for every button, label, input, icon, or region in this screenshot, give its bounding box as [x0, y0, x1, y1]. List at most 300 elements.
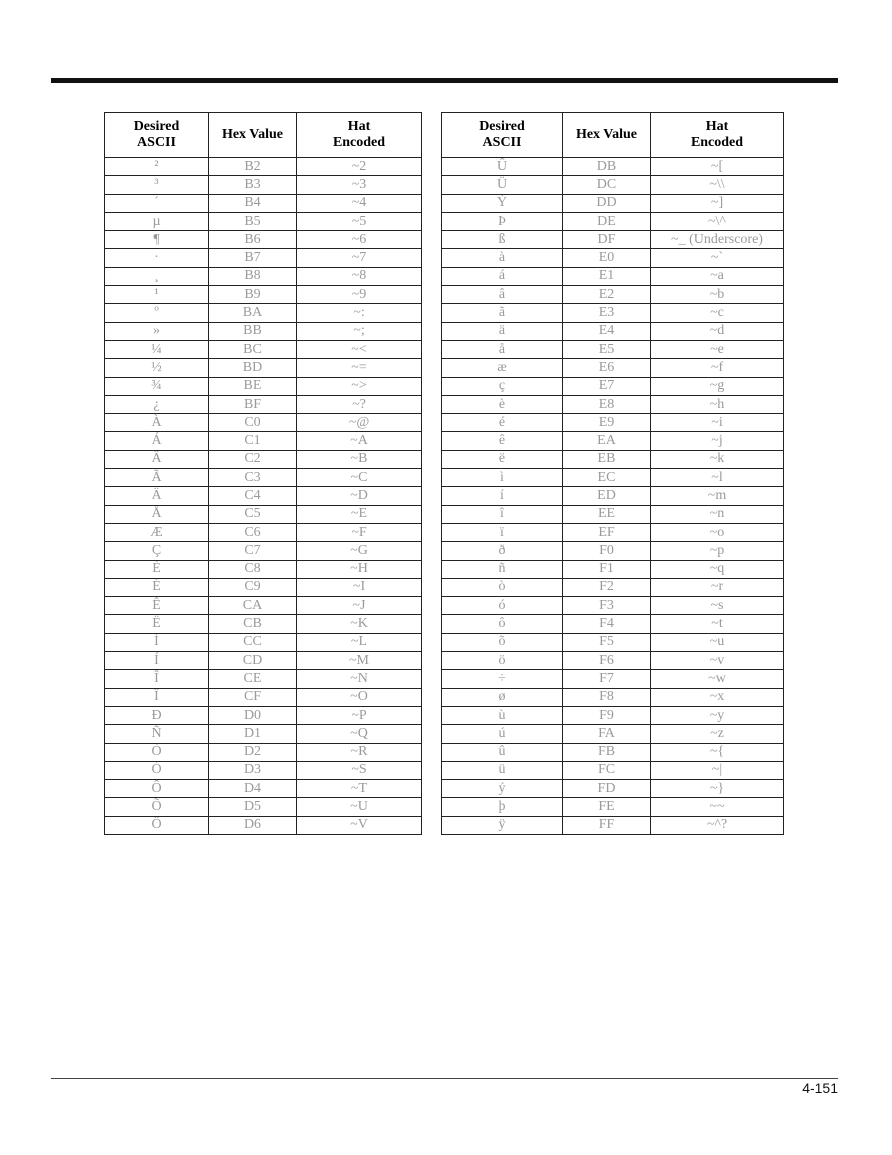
cell-hat-encoded: ~H: [297, 560, 422, 578]
header-hat-line2: Encoded: [332, 135, 386, 150]
table-row: [442, 798, 784, 816]
cell-hat-encoded: ~L: [297, 633, 422, 651]
cell-hat-encoded: ~@: [297, 414, 422, 432]
cell-hat-encoded: ~g: [651, 377, 784, 395]
table-row: [442, 523, 784, 541]
cell-hat-encoded: ~_ (Underscore): [651, 231, 784, 249]
header-hat-line1: Hat: [347, 119, 371, 134]
cell-hex-value: EC: [563, 469, 651, 487]
cell-desired-ascii: ²: [105, 158, 209, 176]
table-row: [442, 432, 784, 450]
cell-hex-value: BC: [209, 340, 297, 358]
table-row: [442, 267, 784, 285]
cell-hat-encoded: ~2: [297, 158, 422, 176]
table-row: [442, 286, 784, 304]
cell-desired-ascii: »: [105, 322, 209, 340]
cell-hex-value: FA: [563, 725, 651, 743]
table-row: [105, 395, 422, 413]
cell-hex-value: E0: [563, 249, 651, 267]
cell-desired-ascii: ñ: [442, 560, 563, 578]
table-row: [105, 542, 422, 560]
table-row: [442, 158, 784, 176]
cell-hat-encoded: ~C: [297, 469, 422, 487]
cell-hex-value: CF: [209, 688, 297, 706]
table-row: [105, 670, 422, 688]
cell-hat-encoded: ~`: [651, 249, 784, 267]
cell-desired-ascii: ö: [442, 652, 563, 670]
cell-desired-ascii: á: [442, 267, 563, 285]
cell-hex-value: CA: [209, 597, 297, 615]
footer-rule: [51, 1078, 838, 1079]
cell-hat-encoded: ~h: [651, 395, 784, 413]
table-row: [105, 176, 422, 194]
cell-hat-encoded: ~q: [651, 560, 784, 578]
cell-desired-ascii: Ì: [105, 633, 209, 651]
cell-hex-value: D0: [209, 706, 297, 724]
table-row: [105, 432, 422, 450]
cell-desired-ascii: Æ: [105, 523, 209, 541]
cell-hat-encoded: ~;: [297, 322, 422, 340]
table-row: [105, 505, 422, 523]
table-row: [442, 304, 784, 322]
header-desired-line1: Desired: [133, 119, 180, 134]
table-row: [442, 688, 784, 706]
cell-desired-ascii: æ: [442, 359, 563, 377]
hat-encoding-table-right: [441, 112, 784, 835]
cell-desired-ascii: Ñ: [105, 725, 209, 743]
cell-hex-value: E7: [563, 377, 651, 395]
table-row: [442, 743, 784, 761]
cell-hex-value: C0: [209, 414, 297, 432]
table-row: [442, 505, 784, 523]
cell-desired-ascii: ¹: [105, 286, 209, 304]
cell-desired-ascii: ³: [105, 176, 209, 194]
cell-desired-ascii: ã: [442, 304, 563, 322]
col-header-desired-ascii: [442, 113, 563, 158]
cell-desired-ascii: É: [105, 578, 209, 596]
cell-hat-encoded: ~6: [297, 231, 422, 249]
cell-hat-encoded: ~V: [297, 816, 422, 834]
table-row: [105, 304, 422, 322]
table-row: [105, 267, 422, 285]
table-row: [442, 597, 784, 615]
cell-hat-encoded: ~4: [297, 194, 422, 212]
table-row: [105, 615, 422, 633]
cell-hex-value: C8: [209, 560, 297, 578]
cell-hex-value: DD: [563, 194, 651, 212]
cell-hex-value: C2: [209, 450, 297, 468]
table-row: [442, 194, 784, 212]
cell-desired-ascii: ÷: [442, 670, 563, 688]
cell-hex-value: D6: [209, 816, 297, 834]
table-header-row: [442, 113, 784, 158]
cell-hat-encoded: ~E: [297, 505, 422, 523]
cell-desired-ascii: Ý: [442, 194, 563, 212]
cell-hat-encoded: ~j: [651, 432, 784, 450]
cell-desired-ascii: ó: [442, 597, 563, 615]
cell-hex-value: CD: [209, 652, 297, 670]
cell-hex-value: F0: [563, 542, 651, 560]
cell-hat-encoded: ~:: [297, 304, 422, 322]
table-row: [105, 761, 422, 779]
cell-desired-ascii: ¼: [105, 340, 209, 358]
cell-hat-encoded: ~3: [297, 176, 422, 194]
cell-desired-ascii: í: [442, 487, 563, 505]
table-row: [442, 670, 784, 688]
table-row: [442, 633, 784, 651]
cell-hat-encoded: ~|: [651, 761, 784, 779]
table-row: [442, 322, 784, 340]
table-row: [105, 231, 422, 249]
cell-desired-ascii: Í: [105, 652, 209, 670]
cell-hex-value: D2: [209, 743, 297, 761]
table-row: [105, 706, 422, 724]
cell-hex-value: C6: [209, 523, 297, 541]
cell-hex-value: DC: [563, 176, 651, 194]
cell-hex-value: C7: [209, 542, 297, 560]
table-row: [442, 761, 784, 779]
cell-hex-value: BE: [209, 377, 297, 395]
cell-hex-value: EF: [563, 523, 651, 541]
cell-desired-ascii: À: [105, 414, 209, 432]
table-row: [105, 249, 422, 267]
cell-hat-encoded: ~s: [651, 597, 784, 615]
cell-hex-value: EB: [563, 450, 651, 468]
cell-hex-value: F6: [563, 652, 651, 670]
cell-hex-value: E1: [563, 267, 651, 285]
cell-hex-value: F1: [563, 560, 651, 578]
cell-hex-value: C1: [209, 432, 297, 450]
table-row: [105, 377, 422, 395]
table-row: [442, 560, 784, 578]
table-row: [105, 414, 422, 432]
table-row: [105, 340, 422, 358]
cell-desired-ascii: ø: [442, 688, 563, 706]
table-row: [105, 158, 422, 176]
table-row: [105, 652, 422, 670]
page-number: 4-151: [802, 1080, 838, 1096]
cell-hex-value: F7: [563, 670, 651, 688]
cell-hex-value: FC: [563, 761, 651, 779]
table-row: [442, 542, 784, 560]
cell-hat-encoded: ~k: [651, 450, 784, 468]
cell-hex-value: B3: [209, 176, 297, 194]
header-desired-line2: ASCII: [482, 135, 522, 150]
cell-desired-ascii: Á: [105, 432, 209, 450]
cell-desired-ascii: ü: [442, 761, 563, 779]
table-row: [442, 249, 784, 267]
table-row: [105, 212, 422, 230]
hat-encoding-table-left: [104, 112, 422, 835]
cell-desired-ascii: ò: [442, 578, 563, 596]
cell-desired-ascii: ¶: [105, 231, 209, 249]
cell-hat-encoded: ~u: [651, 633, 784, 651]
cell-hex-value: EA: [563, 432, 651, 450]
cell-hex-value: F9: [563, 706, 651, 724]
table-row: [442, 359, 784, 377]
cell-hat-encoded: ~=: [297, 359, 422, 377]
cell-hat-encoded: ~>: [297, 377, 422, 395]
cell-hat-encoded: ~\\: [651, 176, 784, 194]
cell-hat-encoded: ~t: [651, 615, 784, 633]
cell-desired-ascii: Ð: [105, 706, 209, 724]
cell-hex-value: B4: [209, 194, 297, 212]
table-row: [105, 450, 422, 468]
cell-hat-encoded: ~i: [651, 414, 784, 432]
cell-desired-ascii: Û: [442, 158, 563, 176]
cell-hat-encoded: ~8: [297, 267, 422, 285]
table-row: [105, 633, 422, 651]
cell-hex-value: DF: [563, 231, 651, 249]
cell-desired-ascii: ¾: [105, 377, 209, 395]
cell-hat-encoded: ~a: [651, 267, 784, 285]
cell-desired-ascii: Ê: [105, 597, 209, 615]
cell-hat-encoded: ~F: [297, 523, 422, 541]
cell-desired-ascii: â: [442, 286, 563, 304]
cell-desired-ascii: ¸: [105, 267, 209, 285]
cell-hat-encoded: ~T: [297, 780, 422, 798]
cell-hat-encoded: ~D: [297, 487, 422, 505]
cell-hex-value: FE: [563, 798, 651, 816]
cell-hat-encoded: ~}: [651, 780, 784, 798]
cell-desired-ascii: ç: [442, 377, 563, 395]
cell-hex-value: B5: [209, 212, 297, 230]
table-row: [105, 359, 422, 377]
cell-hex-value: DE: [563, 212, 651, 230]
cell-desired-ascii: Õ: [105, 798, 209, 816]
cell-hat-encoded: ~b: [651, 286, 784, 304]
cell-hat-encoded: ~M: [297, 652, 422, 670]
cell-hat-encoded: ~\^: [651, 212, 784, 230]
cell-hat-encoded: ~r: [651, 578, 784, 596]
cell-desired-ascii: Ü: [442, 176, 563, 194]
table-row: [105, 560, 422, 578]
table-row: [442, 176, 784, 194]
cell-hex-value: DB: [563, 158, 651, 176]
cell-hex-value: C5: [209, 505, 297, 523]
table-row: [105, 469, 422, 487]
cell-hex-value: CB: [209, 615, 297, 633]
table-row: [105, 780, 422, 798]
cell-hex-value: E9: [563, 414, 651, 432]
cell-hat-encoded: ~l: [651, 469, 784, 487]
cell-hex-value: BA: [209, 304, 297, 322]
table-row: [442, 578, 784, 596]
cell-desired-ascii: Ç: [105, 542, 209, 560]
cell-desired-ascii: ê: [442, 432, 563, 450]
header-rule: [51, 78, 838, 83]
cell-hat-encoded: ~A: [297, 432, 422, 450]
cell-hex-value: C9: [209, 578, 297, 596]
cell-desired-ascii: Ä: [105, 487, 209, 505]
cell-desired-ascii: ë: [442, 450, 563, 468]
cell-desired-ascii: ô: [442, 615, 563, 633]
cell-hat-encoded: ~e: [651, 340, 784, 358]
cell-desired-ascii: þ: [442, 798, 563, 816]
table-row: [442, 615, 784, 633]
cell-desired-ascii: ý: [442, 780, 563, 798]
cell-hex-value: C4: [209, 487, 297, 505]
cell-hat-encoded: ~N: [297, 670, 422, 688]
cell-hex-value: D4: [209, 780, 297, 798]
cell-hex-value: CE: [209, 670, 297, 688]
cell-hat-encoded: ~{: [651, 743, 784, 761]
cell-desired-ascii: ä: [442, 322, 563, 340]
table-row: [105, 743, 422, 761]
cell-desired-ascii: È: [105, 560, 209, 578]
cell-desired-ascii: ¿: [105, 395, 209, 413]
cell-hat-encoded: ~S: [297, 761, 422, 779]
table-body-left: [105, 158, 422, 835]
cell-desired-ascii: Ó: [105, 761, 209, 779]
cell-hat-encoded: ~?: [297, 395, 422, 413]
cell-desired-ascii: ß: [442, 231, 563, 249]
cell-hat-encoded: ~c: [651, 304, 784, 322]
cell-desired-ascii: Þ: [442, 212, 563, 230]
table-row: [442, 450, 784, 468]
cell-hex-value: B7: [209, 249, 297, 267]
cell-hat-encoded: ~J: [297, 597, 422, 615]
cell-hex-value: E8: [563, 395, 651, 413]
cell-hat-encoded: ~5: [297, 212, 422, 230]
table-row: [442, 340, 784, 358]
cell-hex-value: E4: [563, 322, 651, 340]
table-row: [442, 231, 784, 249]
cell-hat-encoded: ~<: [297, 340, 422, 358]
cell-hex-value: BF: [209, 395, 297, 413]
cell-desired-ascii: î: [442, 505, 563, 523]
cell-hat-encoded: ~y: [651, 706, 784, 724]
cell-desired-ascii: Î: [105, 670, 209, 688]
cell-hex-value: F3: [563, 597, 651, 615]
header-hat-line2: Encoded: [690, 135, 744, 150]
cell-hex-value: C3: [209, 469, 297, 487]
cell-hat-encoded: ~~: [651, 798, 784, 816]
cell-hex-value: E6: [563, 359, 651, 377]
cell-desired-ascii: à: [442, 249, 563, 267]
cell-hex-value: B9: [209, 286, 297, 304]
cell-hat-encoded: ~p: [651, 542, 784, 560]
col-header-hex-value: Hex Value: [209, 113, 297, 158]
cell-hat-encoded: ~w: [651, 670, 784, 688]
cell-desired-ascii: Ë: [105, 615, 209, 633]
cell-desired-ascii: Ô: [105, 780, 209, 798]
cell-desired-ascii: õ: [442, 633, 563, 651]
cell-hex-value: FF: [563, 816, 651, 834]
cell-desired-ascii: µ: [105, 212, 209, 230]
cell-hat-encoded: ~z: [651, 725, 784, 743]
table-row: [442, 487, 784, 505]
cell-desired-ascii: Ï: [105, 688, 209, 706]
table-row: [105, 194, 422, 212]
table-header-row: [105, 113, 422, 158]
cell-hex-value: D1: [209, 725, 297, 743]
cell-hat-encoded: ~I: [297, 578, 422, 596]
cell-hat-encoded: ~9: [297, 286, 422, 304]
cell-hex-value: BD: [209, 359, 297, 377]
cell-hex-value: F4: [563, 615, 651, 633]
cell-hex-value: FB: [563, 743, 651, 761]
table-row: [105, 597, 422, 615]
table-body-right: [442, 158, 784, 835]
cell-hex-value: E3: [563, 304, 651, 322]
cell-hat-encoded: ~7: [297, 249, 422, 267]
table-row: [442, 725, 784, 743]
cell-desired-ascii: ï: [442, 523, 563, 541]
cell-hat-encoded: ~]: [651, 194, 784, 212]
cell-hat-encoded: ~Q: [297, 725, 422, 743]
table-row: [442, 377, 784, 395]
cell-hat-encoded: ~O: [297, 688, 422, 706]
table-row: [105, 816, 422, 834]
cell-hex-value: B8: [209, 267, 297, 285]
cell-hat-encoded: ~n: [651, 505, 784, 523]
cell-desired-ascii: Ö: [105, 816, 209, 834]
cell-desired-ascii: ´: [105, 194, 209, 212]
cell-hex-value: E2: [563, 286, 651, 304]
cell-hex-value: B2: [209, 158, 297, 176]
table-row: [105, 286, 422, 304]
table-row: [105, 523, 422, 541]
table-row: [442, 469, 784, 487]
cell-hat-encoded: ~o: [651, 523, 784, 541]
col-header-hat-encoded: [651, 113, 784, 158]
cell-desired-ascii: ÿ: [442, 816, 563, 834]
cell-desired-ascii: è: [442, 395, 563, 413]
table-row: [442, 395, 784, 413]
cell-hat-encoded: ~m: [651, 487, 784, 505]
cell-hat-encoded: ~G: [297, 542, 422, 560]
cell-desired-ascii: ì: [442, 469, 563, 487]
cell-hex-value: F8: [563, 688, 651, 706]
cell-desired-ascii: ù: [442, 706, 563, 724]
table-row: [105, 322, 422, 340]
header-hat-line1: Hat: [705, 119, 729, 134]
cell-desired-ascii: ½: [105, 359, 209, 377]
table-row: [442, 816, 784, 834]
cell-desired-ascii: é: [442, 414, 563, 432]
cell-desired-ascii: ð: [442, 542, 563, 560]
cell-hex-value: D3: [209, 761, 297, 779]
table-row: [442, 706, 784, 724]
cell-hat-encoded: ~f: [651, 359, 784, 377]
table-row: [105, 688, 422, 706]
cell-hex-value: F5: [563, 633, 651, 651]
table-row: [442, 652, 784, 670]
col-header-hex-value: Hex Value: [563, 113, 651, 158]
cell-hex-value: D5: [209, 798, 297, 816]
cell-desired-ascii: Å: [105, 505, 209, 523]
cell-desired-ascii: Ã: [105, 469, 209, 487]
cell-hat-encoded: ~R: [297, 743, 422, 761]
cell-hex-value: CC: [209, 633, 297, 651]
cell-hex-value: FD: [563, 780, 651, 798]
cell-hat-encoded: ~B: [297, 450, 422, 468]
header-desired-line2: ASCII: [137, 135, 176, 150]
cell-hat-encoded: ~P: [297, 706, 422, 724]
header-desired-line1: Desired: [479, 119, 525, 134]
cell-desired-ascii: ú: [442, 725, 563, 743]
cell-hat-encoded: ~x: [651, 688, 784, 706]
cell-hat-encoded: ~[: [651, 158, 784, 176]
cell-hat-encoded: ~U: [297, 798, 422, 816]
cell-hat-encoded: ~^?: [651, 816, 784, 834]
table-row: [105, 725, 422, 743]
col-header-desired-ascii: [105, 113, 209, 158]
cell-desired-ascii: º: [105, 304, 209, 322]
cell-hex-value: E5: [563, 340, 651, 358]
cell-hex-value: ED: [563, 487, 651, 505]
